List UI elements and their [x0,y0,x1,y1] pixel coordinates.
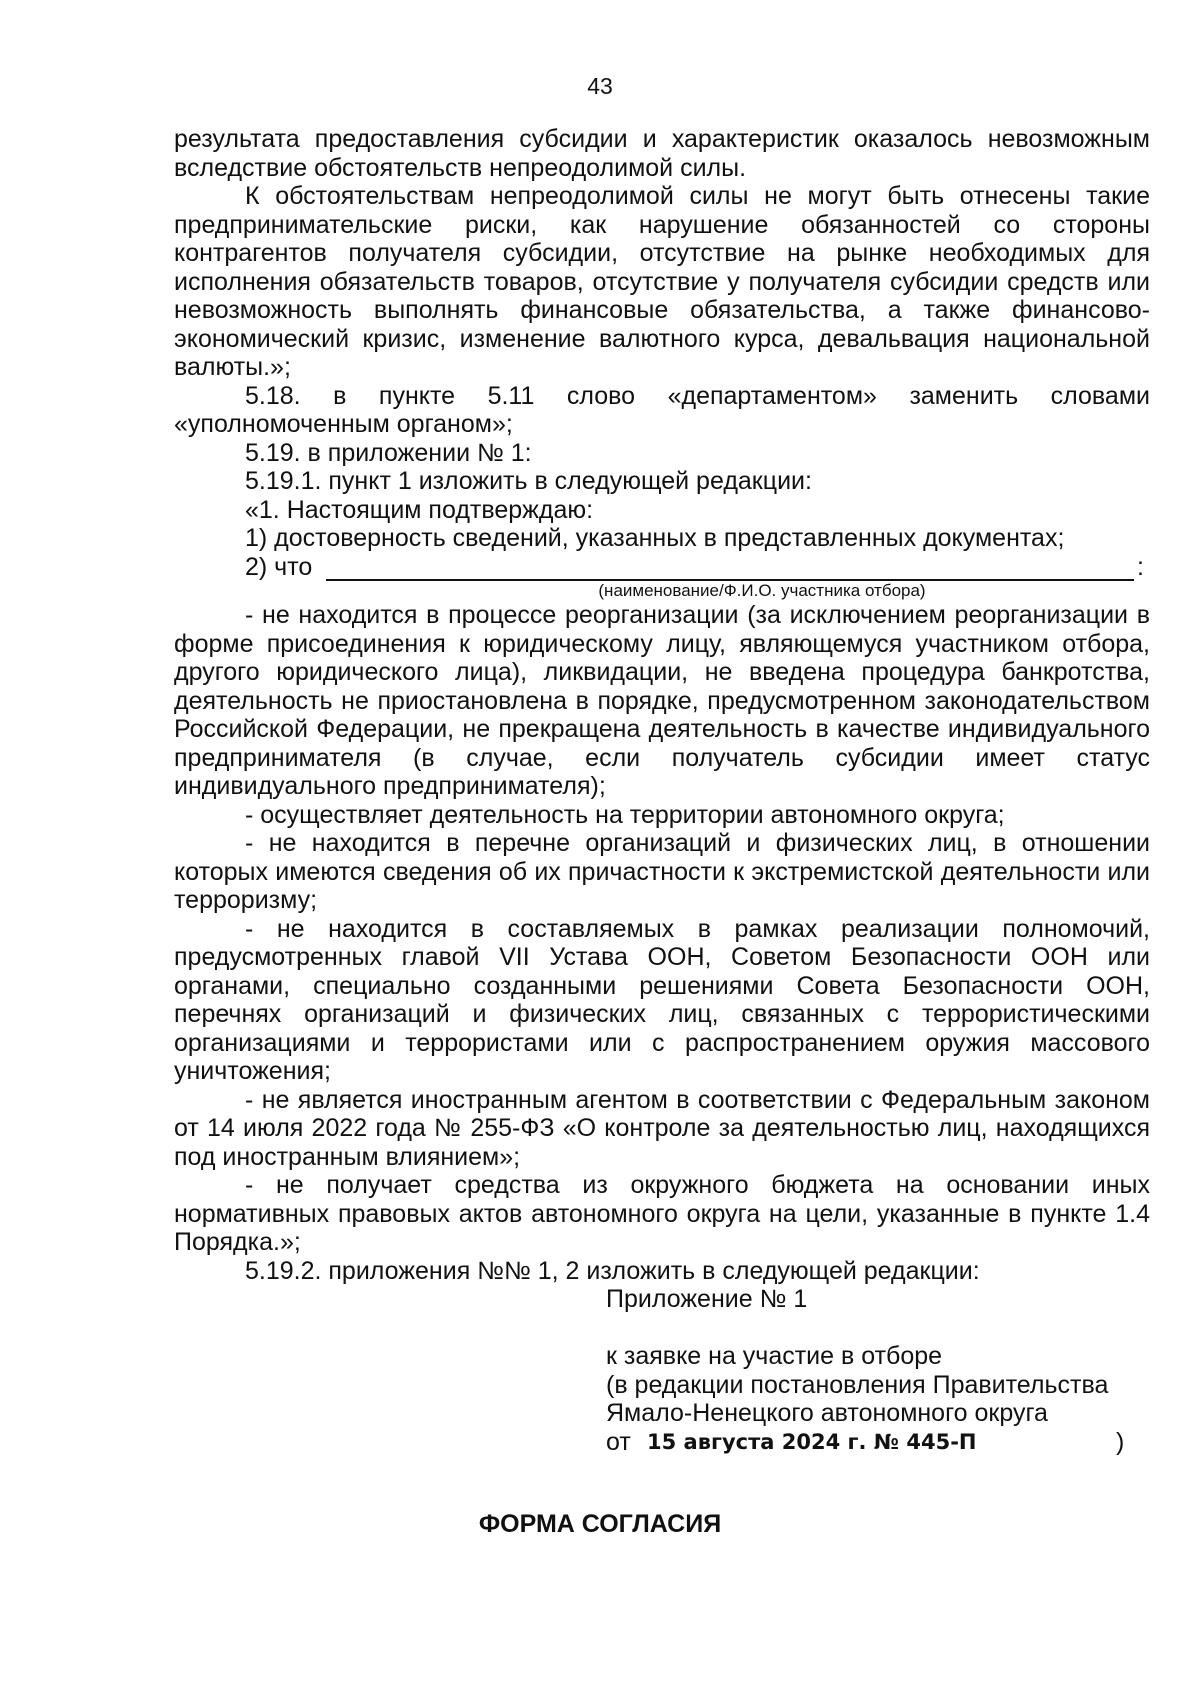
appendix-heading: Приложение № 1 [606,1285,808,1313]
date-number-stamp: 15 августа 2024 г. № 445-П [647,1429,977,1454]
paragraph: 5.19. в приложении № 1: [245,438,532,467]
signature-colon: : [1137,552,1144,581]
paragraph: 5.19.2. приложения №№ 1, 2 изложить в следующей редакции: [245,1256,980,1285]
from-label: от [606,1427,631,1456]
paragraph: «1. Настоящим подтверждаю: [245,495,594,524]
blank-underline [326,553,1134,581]
page-number: 43 [587,73,613,99]
paragraph: - не находится в перечне организаций и физических лиц, в отношении которых имеются сведения об их причастности к экстремистской деятельности или терроризму; [174,829,1150,914]
appendix-line: к заявке на участие в отборе [606,1342,943,1370]
close-paren: ) [1116,1427,1125,1456]
paragraph: - не находится в процессе реорганизации (за исключением реорганизации в форме присоединения к юридическому лицу, являющемуся участником отбора, другого юридического лица), ликвидации, не введена процедура банкротства, деятельность не приостановлена в порядке, предусмотренном законодательством Российской Федерации, не прекращена деятельность в качестве индивидуального предпринимателя (в случае, если получатель субсидии имеет статус индивидуального предпринимателя); [174,601,1150,800]
appendix-block [606,1285,1150,1456]
paragraph: результата предоставления субсидии и характеристик оказалось невозможным вследствие обстоятельств непреодолимой силы. [174,125,1150,182]
paragraph: 1) достоверность сведений, указанных в представленных документах; [245,524,1065,552]
paragraph: 5.18. в пункте 5.11 слово «департаментом» заменить словами «уполномоченным органом»; [174,381,1150,438]
paragraph: К обстоятельствам непреодолимой силы не могут быть отнесены такие предпринимательские риски, как нарушение обязанностей со стороны контрагентов получателя субсидии, отсутствие на рынке необходимых для исполнения обязательств товаров, отсутствие у получателя субсидии средств или невозможность выполнять финансовые обязательства, а также финансово-экономический кризис, изменение валютного курса, девальвация национальной валюты.»; [174,182,1150,381]
form-title: ФОРМА СОГЛАСИЯ [478,1510,722,1538]
appendix-line: Ямало-Ненецкого автономного округа [606,1399,1048,1427]
paragraph: - осуществляет деятельность на территории автономного округа; [245,800,1005,829]
paragraph: - не является иностранным агентом в соответствии с Федеральным законом от 14 июля 2022 года № 255-ФЗ «О контроле за деятельностью лиц, находящихся под иностранным влиянием»; [174,1085,1150,1171]
appendix-line: (в редакции постановления Правительства [606,1370,1109,1399]
document-body [174,125,1150,1456]
paragraph: - не находится в составляемых в рамках реализации полномочий, предусмотренных главой VII Устава ООН, Советом Безопасности ООН или органами, специально созданными решениями Совета Безопасности ООН, перечнях организаций и физических лиц, связанных с террористическими организациями и террористами или с распространением оружия массового уничтожения; [174,914,1150,1085]
paragraph: - не получает средства из окружного бюджета на основании иных нормативных правовых актов автономного округа на цели, указанные в пункте 1.4 Порядка.»; [174,1171,1150,1256]
appendix-date-line [606,1428,1150,1457]
signature-caption: (наименование/Ф.И.О. участника отбора) [598,581,926,600]
signature-line [174,553,1150,582]
paragraph: 5.19.1. пункт 1 изложить в следующей редакции: [245,467,812,495]
signature-label: 2) что [245,552,313,581]
